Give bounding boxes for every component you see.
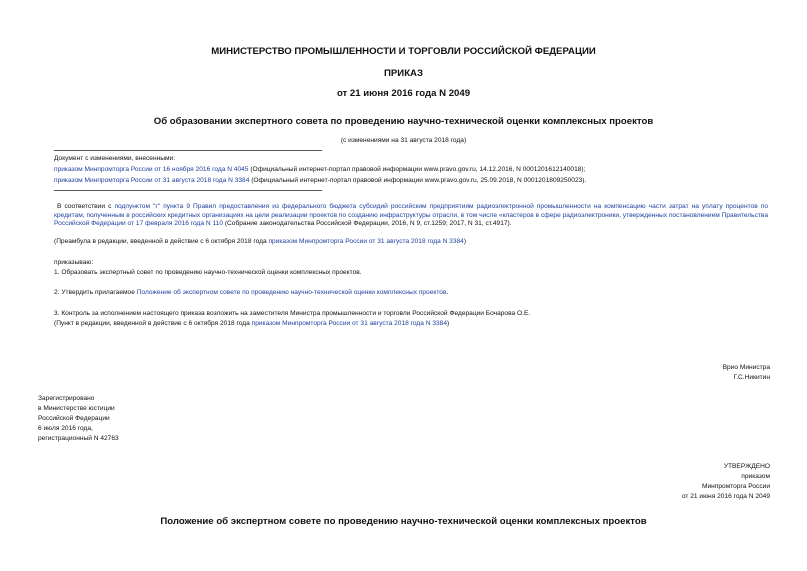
regulation-title: Положение об экспертном совете по проведению научно-технической оценки комплексных проектов bbox=[160, 516, 647, 527]
registration-line: Российской Федерации bbox=[38, 415, 110, 422]
change-link-2[interactable]: приказом Минпромторга России от 31 августа 2018 года N 3384 bbox=[54, 177, 250, 184]
registration-line: Зарегистрировано bbox=[38, 395, 95, 402]
order-item-1: 1. Образовать экспертный совет по проведению научно-технической оценки комплексных проектов. bbox=[54, 269, 362, 276]
preamble-source: (Собрание законодательства Российской Федерации, 2016, N 9, ст.1259; 2017, N 31, ст.4917). bbox=[223, 220, 512, 227]
signature-role: Врио Министра bbox=[722, 364, 770, 371]
approved-line: от 21 июня 2016 года N 2049 bbox=[681, 493, 770, 500]
registration-block bbox=[38, 394, 119, 444]
divider-top bbox=[54, 150, 322, 151]
change-link-1[interactable]: приказом Минпромторга России от 16 ноября 2016 года N 4045 bbox=[54, 166, 249, 173]
preamble-note-text: (Преамбула в редакции, введенной в действие с 6 октября 2018 года bbox=[54, 238, 269, 245]
changes-intro: Документ с изменениями, внесенными: bbox=[54, 155, 176, 162]
ministry-heading: МИНИСТЕРСТВО ПРОМЫШЛЕННОСТИ И ТОРГОВЛИ РОССИЙСКОЙ ФЕДЕРАЦИИ bbox=[211, 46, 596, 57]
order-item-2-text: 2. Утвердить прилагаемое bbox=[54, 289, 137, 296]
change-item bbox=[54, 177, 586, 185]
registration-line: в Министерстве юстиции bbox=[38, 405, 115, 412]
preamble-text: В соответствии с bbox=[57, 203, 115, 210]
revision-note: (с изменениями на 31 августа 2018 года) bbox=[340, 137, 467, 144]
order-heading: ПРИКАЗ bbox=[384, 68, 423, 79]
change-details-2: (Официальный интернет-портал правовой информации www.pravo.gov.ru, 25.09.2018, N 0001201809250023). bbox=[249, 177, 587, 184]
document-title: Об образовании экспертного совета по проведению научно-технической оценки комплексных проектов bbox=[153, 116, 654, 127]
order-item-3-note-link[interactable]: приказом Минпромторга России от 31 августа 2018 года N 3384 bbox=[251, 320, 447, 327]
order-item-2-end: . bbox=[446, 289, 449, 296]
orders-label: приказываю: bbox=[54, 259, 94, 266]
approved-block bbox=[682, 462, 770, 502]
order-item-3-note-end: ) bbox=[447, 320, 450, 327]
signature-name: Г.С.Никитин bbox=[733, 374, 770, 381]
order-item-3: 3. Контроль за исполнением настоящего приказа возложить на заместителя Министра промышленности и торговли Российской Федерации Бочарова О.Е. bbox=[54, 310, 531, 317]
change-item bbox=[54, 166, 585, 174]
registration-line: регистрационный N 42763 bbox=[38, 435, 119, 442]
preamble-law-link[interactable]: подпунктом "г" пункта 9 Правил предоставления из федерального бюджета субсидий российским предприятиям радиоэлектронной промышленности на компенсацию части затрат на уплату процентов по кредитам, полученным в российских кредитных организациях на цели реализации проектов по созданию инфраструктуры отрасли, в том числе «кластеров в сфере радиоэлектроники, утвержденных постановлением Правительства Российской Федерации от 17 февраля 2016 года N 110 bbox=[54, 203, 769, 227]
order-date: от 21 июня 2016 года N 2049 bbox=[336, 88, 471, 99]
order-item-3-note bbox=[54, 320, 449, 328]
regulation-link[interactable]: Положение об экспертном совете по проведению научно-технической оценки комплексных проектов bbox=[136, 289, 447, 296]
divider-bottom bbox=[54, 190, 322, 191]
preamble-paragraph bbox=[54, 203, 768, 229]
order-item-3-note-text: (Пункт в редакции, введенной в действие с 6 октября 2018 года bbox=[54, 320, 252, 327]
approved-line: Минпромторга России bbox=[701, 483, 770, 490]
approved-line: УТВЕРЖДЕНО bbox=[723, 463, 770, 470]
change-details-1: (Официальный интернет-портал правовой информации www.pravo.gov.ru, 14.12.2016, N 0001201612140018); bbox=[248, 166, 586, 173]
registration-line: 6 июля 2016 года, bbox=[38, 425, 93, 432]
order-item-2 bbox=[54, 289, 448, 297]
approved-line: приказом bbox=[741, 473, 770, 480]
preamble-note-link[interactable]: приказом Минпромторга России от 31 августа 2018 года N 3384 bbox=[268, 238, 464, 245]
preamble-note bbox=[54, 238, 466, 246]
preamble-note-end: ) bbox=[463, 238, 467, 245]
